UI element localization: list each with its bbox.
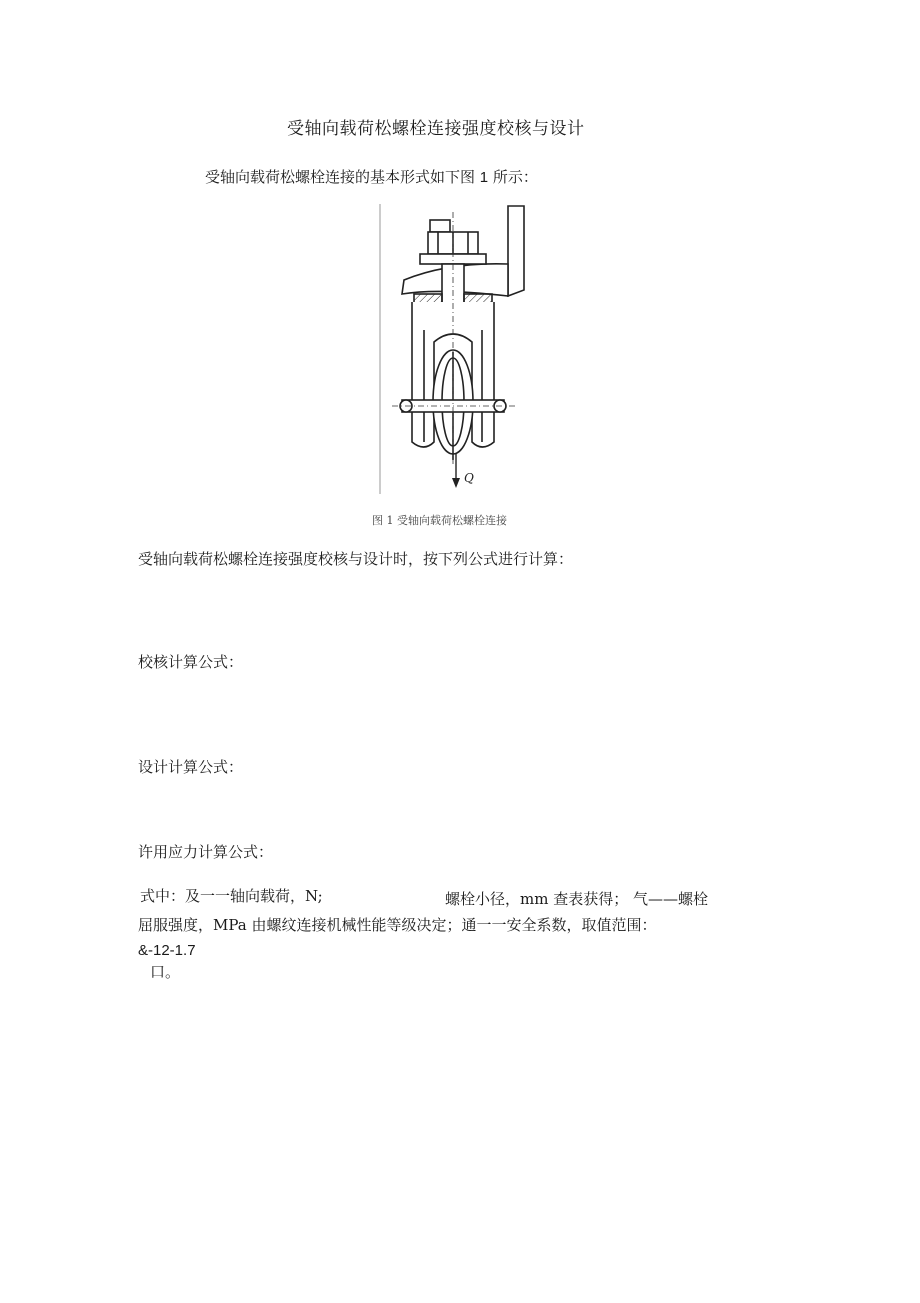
- calc-intro-paragraph: 受轴向载荷松螺栓连接强度校核与设计时，按下列公式进行计算：: [138, 550, 574, 568]
- intro-text: 受轴向载荷松螺栓连接的基本形式如下图: [205, 168, 476, 186]
- notes-line-1a: 式中：及一一轴向载荷，N;: [140, 887, 323, 905]
- intro-figure-number: 1: [479, 169, 489, 186]
- notes-line-2: 屈服强度，MPa 由螺纹连接机械性能等级决定；通一一安全系数，取值范围：: [138, 916, 657, 934]
- load-label: Q: [464, 471, 474, 485]
- check-formula-label: 校核计算公式：: [138, 653, 244, 671]
- figure-caption: 图 1 受轴向载荷松螺栓连接: [372, 514, 507, 527]
- notes-line-1b: 螺栓小径，mm 查表获得； 气——螺栓: [445, 890, 708, 908]
- design-formula-label: 设计计算公式：: [138, 758, 244, 776]
- notes-line-3: &-12-1.7: [138, 942, 196, 959]
- allowable-stress-label: 许用应力计算公式：: [138, 843, 274, 861]
- intro-text-end: 所示：: [492, 168, 538, 186]
- intro-paragraph: [205, 168, 538, 187]
- bolt-connection-drawing: [378, 202, 538, 494]
- notes-line-4: 口。: [150, 963, 181, 981]
- document-title: 受轴向载荷松螺栓连接强度校核与设计: [287, 119, 585, 139]
- bolt-connection-figure: [378, 202, 538, 494]
